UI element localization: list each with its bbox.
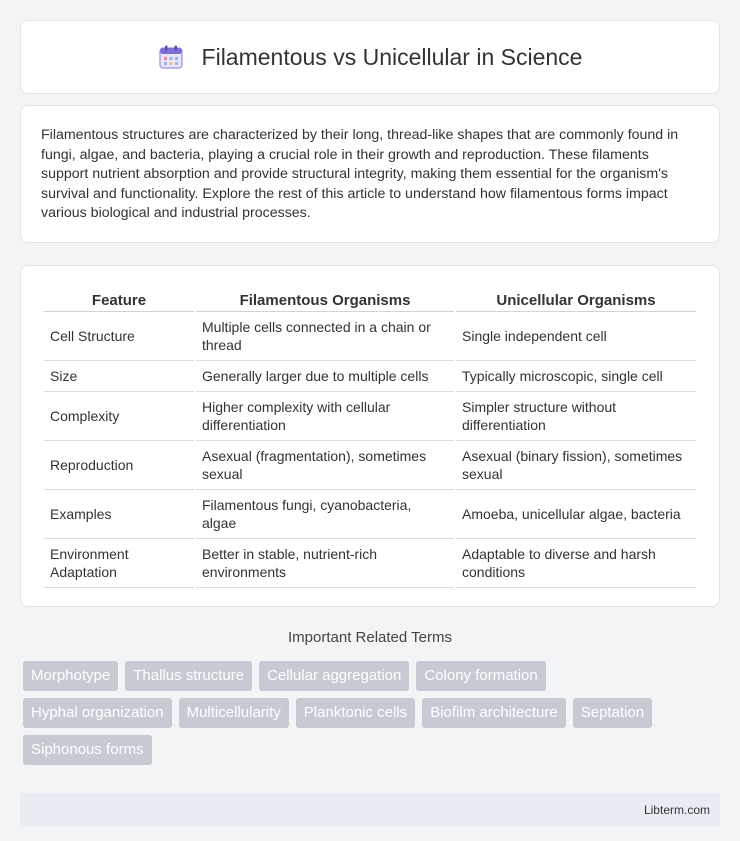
table-cell-unicellular: Simpler structure without differentiation xyxy=(456,392,696,441)
tag-thallus-structure[interactable]: Thallus structure xyxy=(125,661,252,691)
table-cell-feature: Size xyxy=(44,361,194,392)
table-row xyxy=(44,392,696,441)
footer-site-link[interactable]: Libterm.com xyxy=(643,802,710,817)
header-feature: Feature xyxy=(44,286,194,312)
table-cell-filamentous: Generally larger due to multiple cells xyxy=(196,361,454,392)
tag-septation[interactable]: Septation xyxy=(573,698,652,728)
table-cell-filamentous: Multiple cells connected in a chain or thread xyxy=(196,312,454,361)
tag-morphotype[interactable]: Morphotype xyxy=(23,661,118,691)
tag-cellular-aggregation[interactable]: Cellular aggregation xyxy=(259,661,409,691)
tag-colony-formation[interactable]: Colony formation xyxy=(416,661,545,691)
header-unicellular: Unicellular Organisms xyxy=(456,286,696,312)
related-terms-title: Important Related Terms xyxy=(288,629,452,646)
table-cell-feature: Environment Adaptation xyxy=(44,539,194,588)
table-row xyxy=(44,539,696,588)
header-filamentous: Filamentous Organisms xyxy=(196,286,454,312)
table-cell-unicellular: Amoeba, unicellular algae, bacteria xyxy=(456,490,696,539)
page-title: Filamentous vs Unicellular in Science xyxy=(201,43,583,70)
table-cell-filamentous: Filamentous fungi, cyanobacteria, algae xyxy=(196,490,454,539)
table-cell-unicellular: Asexual (binary fission), sometimes sexual xyxy=(456,441,696,490)
header-card xyxy=(20,20,720,94)
table-row xyxy=(44,312,696,361)
calendar-icon xyxy=(158,44,184,70)
table-cell-unicellular: Single independent cell xyxy=(456,312,696,361)
table-cell-filamentous: Better in stable, nutrient-rich environments xyxy=(196,539,454,588)
intro-card xyxy=(20,105,720,243)
tag-multicellularity[interactable]: Multicellularity xyxy=(179,698,289,728)
tag-planktonic-cells[interactable]: Planktonic cells xyxy=(296,698,415,728)
tag-hyphal-organization[interactable]: Hyphal organization xyxy=(23,698,172,728)
tag-siphonous-forms[interactable]: Siphonous forms xyxy=(23,735,152,765)
footer xyxy=(20,793,720,826)
table-row xyxy=(44,490,696,539)
table-cell-unicellular: Adaptable to diverse and harsh conditions xyxy=(456,539,696,588)
table-cell-feature: Examples xyxy=(44,490,194,539)
table-cell-unicellular: Typically microscopic, single cell xyxy=(456,361,696,392)
tag-biofilm-architecture[interactable]: Biofilm architecture xyxy=(422,698,566,728)
table-row xyxy=(44,441,696,490)
comparison-table xyxy=(42,286,698,588)
table-cell-filamentous: Asexual (fragmentation), sometimes sexual xyxy=(196,441,454,490)
table-cell-feature: Reproduction xyxy=(44,441,194,490)
table-cell-feature: Complexity xyxy=(44,392,194,441)
table-row xyxy=(44,361,696,392)
comparison-table-card xyxy=(20,265,720,607)
table-cell-filamentous: Higher complexity with cellular differentiation xyxy=(196,392,454,441)
table-cell-feature: Cell Structure xyxy=(44,312,194,361)
intro-paragraph: Filamentous structures are characterized by their long, thread-like shapes that are commonly found in fungi, algae, and bacteria, playing a crucial role in their growth and reproduction. These filaments support nutrient absorption and provide structural integrity, making them essential for the organism's survival and functionality. Explore the rest of this article to understand how filamentous forms impact various biological and industrial processes. xyxy=(41,127,679,221)
table-header-row xyxy=(44,286,696,312)
related-terms-tags xyxy=(20,661,700,765)
